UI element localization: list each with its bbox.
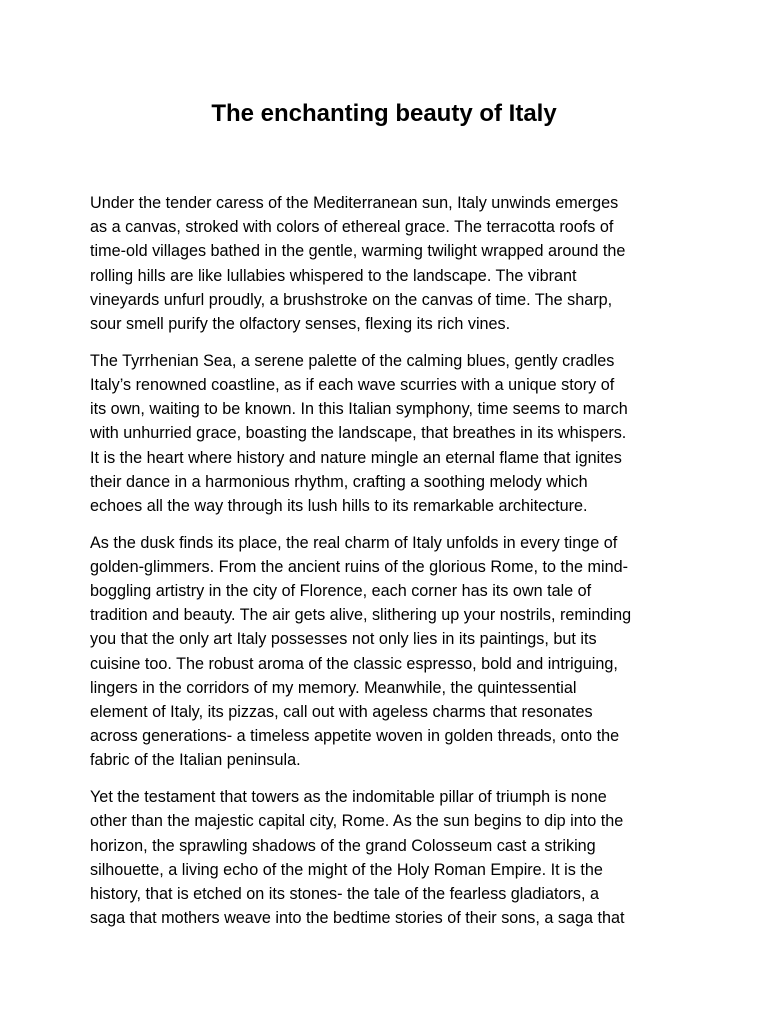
paragraph-3: As the dusk finds its place, the real charm of Italy unfolds in every tinge of golden-glimmers. From the ancient ruins of the glorious Rome, to the mind- boggling artistry in the city of Florence, each corner has its own tale of tradition and beauty. The air gets alive, slithering up your nostrils, reminding you that the only art Italy possesses not only lies in its paintings, but its cuisine too. The robust aroma of the classic espresso, bold and intriguing, lingers in the corridors of my memory. Meanwhile, the quintessential element of Italy, its pizzas, call out with ageless charms that resonates across generations- a timeless appetite woven in golden threads, onto the fabric of the Italian peninsula. — [90, 533, 632, 770]
document-body — [90, 191, 682, 943]
document-title: The enchanting beauty of Italy — [211, 100, 557, 127]
paragraph-2: The Tyrrhenian Sea, a serene palette of the calming blues, gently cradles Italy’s renowned coastline, as if each wave scurries with a unique story of its own, waiting to be known. In this Italian symphony, time seems to march with unhurried grace, boasting the landscape, that breathes in its whispers. It is the heart where history and nature mingle an eternal flame that ignites their dance in a harmonious rhythm, crafting a soothing melody which echoes all the way through its lush hills to its remarkable architecture. — [90, 351, 628, 515]
paragraph-1: Under the tender caress of the Mediterranean sun, Italy unwinds emerges as a canvas, stroked with colors of ethereal grace. The terracotta roofs of time-old villages bathed in the gentle, warming twilight wrapped around the rolling hills are like lullabies whispered to the landscape. The vibrant vineyards unfurl proudly, a brushstroke on the canvas of time. The sharp, sour smell purify the olfactory senses, flexing its rich vines. — [90, 194, 626, 334]
paragraph-4: Yet the testament that towers as the indomitable pillar of triumph is none other than the majestic capital city, Rome. As the sun begins to dip into the horizon, the sprawling shadows of the grand Colosseum cast a striking silhouette, a living echo of the might of the Holy Roman Empire. It is the history, that is etched on its stones- the tale of the fearless gladiators, a saga that mothers weave into the bedtime stories of their sons, a saga that — [90, 788, 625, 928]
